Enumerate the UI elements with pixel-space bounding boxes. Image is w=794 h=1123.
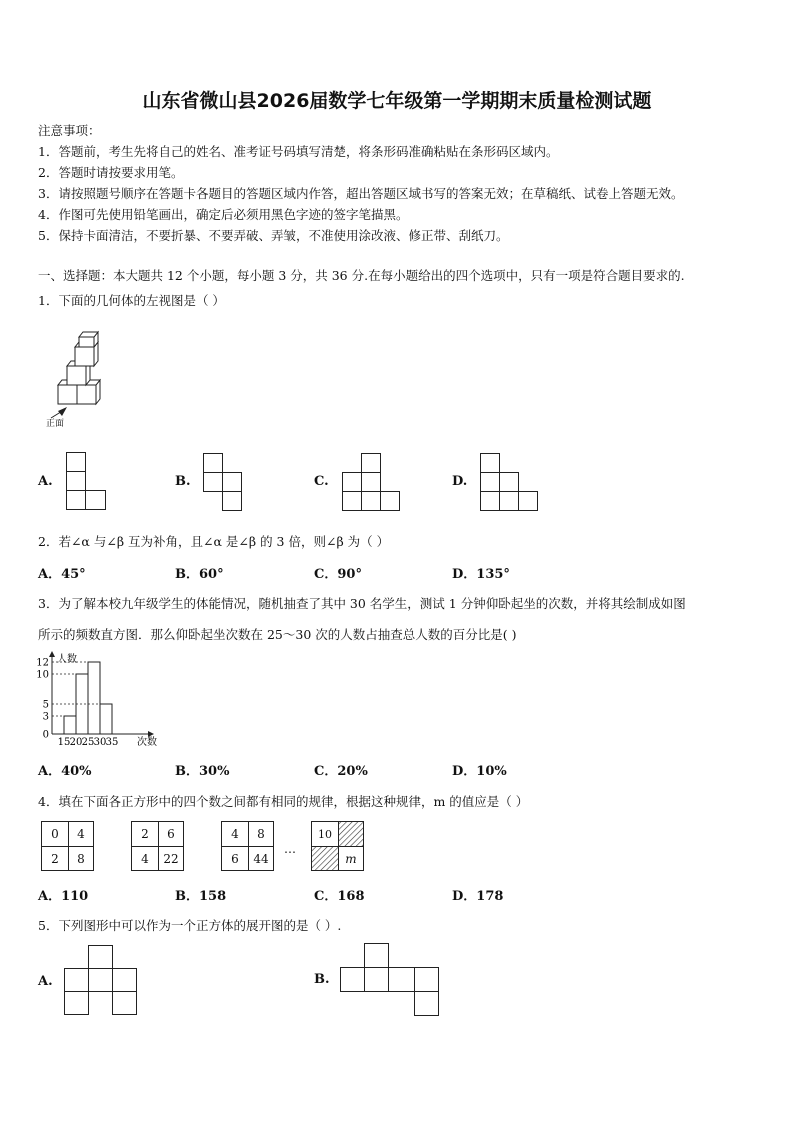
question-1-stem: 1．下面的几何体的左视图是（ ） [38, 293, 225, 308]
page-title: 山东省微山县2026届数学七年级第一学期期末质量检测试题 [142, 90, 652, 112]
histogram-bar [64, 716, 76, 734]
q2-option-a[interactable]: A．45° [38, 567, 86, 582]
q2-option-c[interactable]: C．90° [314, 567, 362, 582]
notice-item: 2．答题时请按要求用笔。 [38, 165, 184, 180]
q1-solid-figure [40, 330, 110, 430]
q5-option-b[interactable]: B. [314, 972, 330, 987]
q1-option-d[interactable]: D. [452, 474, 468, 489]
q2-option-d[interactable]: D．135° [452, 567, 510, 582]
square-cell: 6 [167, 827, 175, 841]
x-tick-label: 20 [69, 737, 83, 748]
q4-option-d[interactable]: D．178 [452, 889, 504, 904]
x-tick-label: 25 [81, 737, 95, 748]
question-5-stem: 5．下列图形中可以作为一个正方体的展开图的是（ ）. [38, 918, 342, 933]
q3-histogram [30, 650, 180, 750]
question-3-stem-line2: 所示的频数直方图．那么仰卧起坐次数在 25～30 次的人数占抽查总人数的百分比是( ) [38, 627, 517, 642]
square-cell: 2 [141, 827, 149, 841]
square-cell: 4 [77, 827, 85, 841]
x-tick-label: 30 [93, 737, 107, 748]
y-axis-label: 人数 [57, 654, 77, 665]
number-square-1 [41, 821, 94, 871]
q2-option-b[interactable]: B．60° [175, 567, 224, 582]
question-2-stem: 2．若∠α 与∠β 互为补角，且∠α 是∠β 的 3 倍，则∠β 为（ ） [38, 534, 390, 549]
square-cell: 8 [77, 852, 85, 866]
section-heading: 一、选择题：本大题共 12 个小题，每小题 3 分，共 36 分.在每小题给出的四个选项中，只有一项是符合题目要求的. [38, 268, 685, 283]
q1-option-b[interactable]: B. [175, 474, 191, 489]
y-tick-label: 0 [42, 729, 49, 741]
x-axis-label: 次数 [137, 737, 157, 748]
y-tick-label: 5 [42, 699, 49, 711]
front-view-label: 正面 [46, 419, 65, 429]
q3-option-c[interactable]: C．20% [314, 764, 368, 779]
q5-option-a[interactable]: A. [38, 974, 53, 989]
notice-item: 4．作图可先使用铅笔画出，确定后必须用黑色字迹的签字笔描黑。 [38, 207, 409, 222]
q1-option-c[interactable]: C. [314, 474, 329, 489]
notice-item: 3．请按照题号顺序在答题卡各题目的答题区域内作答，超出答题区域书写的答案无效；在草稿纸、试卷上答题无效。 [38, 186, 684, 201]
q1-option-a[interactable]: A. [38, 474, 53, 489]
q3-option-b[interactable]: B．30% [175, 764, 230, 779]
x-tick-label: 35 [105, 737, 119, 748]
notice-item: 5．保持卡面清洁，不要折暴、不要弄破、弄皱，不准使用涂改液、修正带、刮纸刀。 [38, 228, 509, 243]
histogram-bar [88, 662, 100, 734]
square-cell: 8 [257, 827, 265, 841]
q4-option-b[interactable]: B．158 [175, 889, 227, 904]
square-cell: 10 [318, 827, 332, 841]
square-cell: 22 [163, 852, 179, 866]
number-square-4 [311, 821, 364, 871]
notice-item: 1．答题前，考生先将自己的姓名、准考证号码填写清楚，将条形码准确粘贴在条形码区域内。 [38, 144, 559, 159]
number-square-3 [221, 821, 274, 871]
square-cell: 2 [51, 852, 59, 866]
square-cell: 4 [231, 827, 239, 841]
question-3-stem-line1: 3．为了解本校九年级学生的体能情况，随机抽查了其中 30 名学生，测试 1 分钟仰卧起坐的次数，并将其绘制成如图 [38, 596, 686, 611]
q4-option-c[interactable]: C．168 [314, 889, 365, 904]
square-cell: 4 [141, 852, 149, 866]
notice-heading: 注意事项： [38, 123, 101, 138]
question-4-stem: 4．填在下面各正方形中的四个数之间都有相同的规律，根据这种规律，m 的值应是（ ） [38, 794, 529, 809]
q3-option-a[interactable]: A．40% [38, 764, 92, 779]
y-tick-label: 12 [36, 657, 49, 669]
y-tick-label: 3 [42, 711, 49, 723]
square-cell: 44 [253, 852, 269, 866]
square-cell-m: m [345, 852, 357, 866]
x-tick-label: 15 [57, 737, 71, 748]
square-cell: 0 [51, 827, 59, 841]
y-axis-arrow [49, 651, 55, 657]
y-tick-label: 10 [36, 669, 49, 681]
number-square-2 [131, 821, 184, 871]
q3-option-d[interactable]: D．10% [452, 764, 507, 779]
q4-option-a[interactable]: A．110 [38, 889, 89, 904]
square-cell: 6 [231, 852, 239, 866]
ellipsis: … [284, 842, 296, 856]
histogram-bar [100, 704, 112, 734]
